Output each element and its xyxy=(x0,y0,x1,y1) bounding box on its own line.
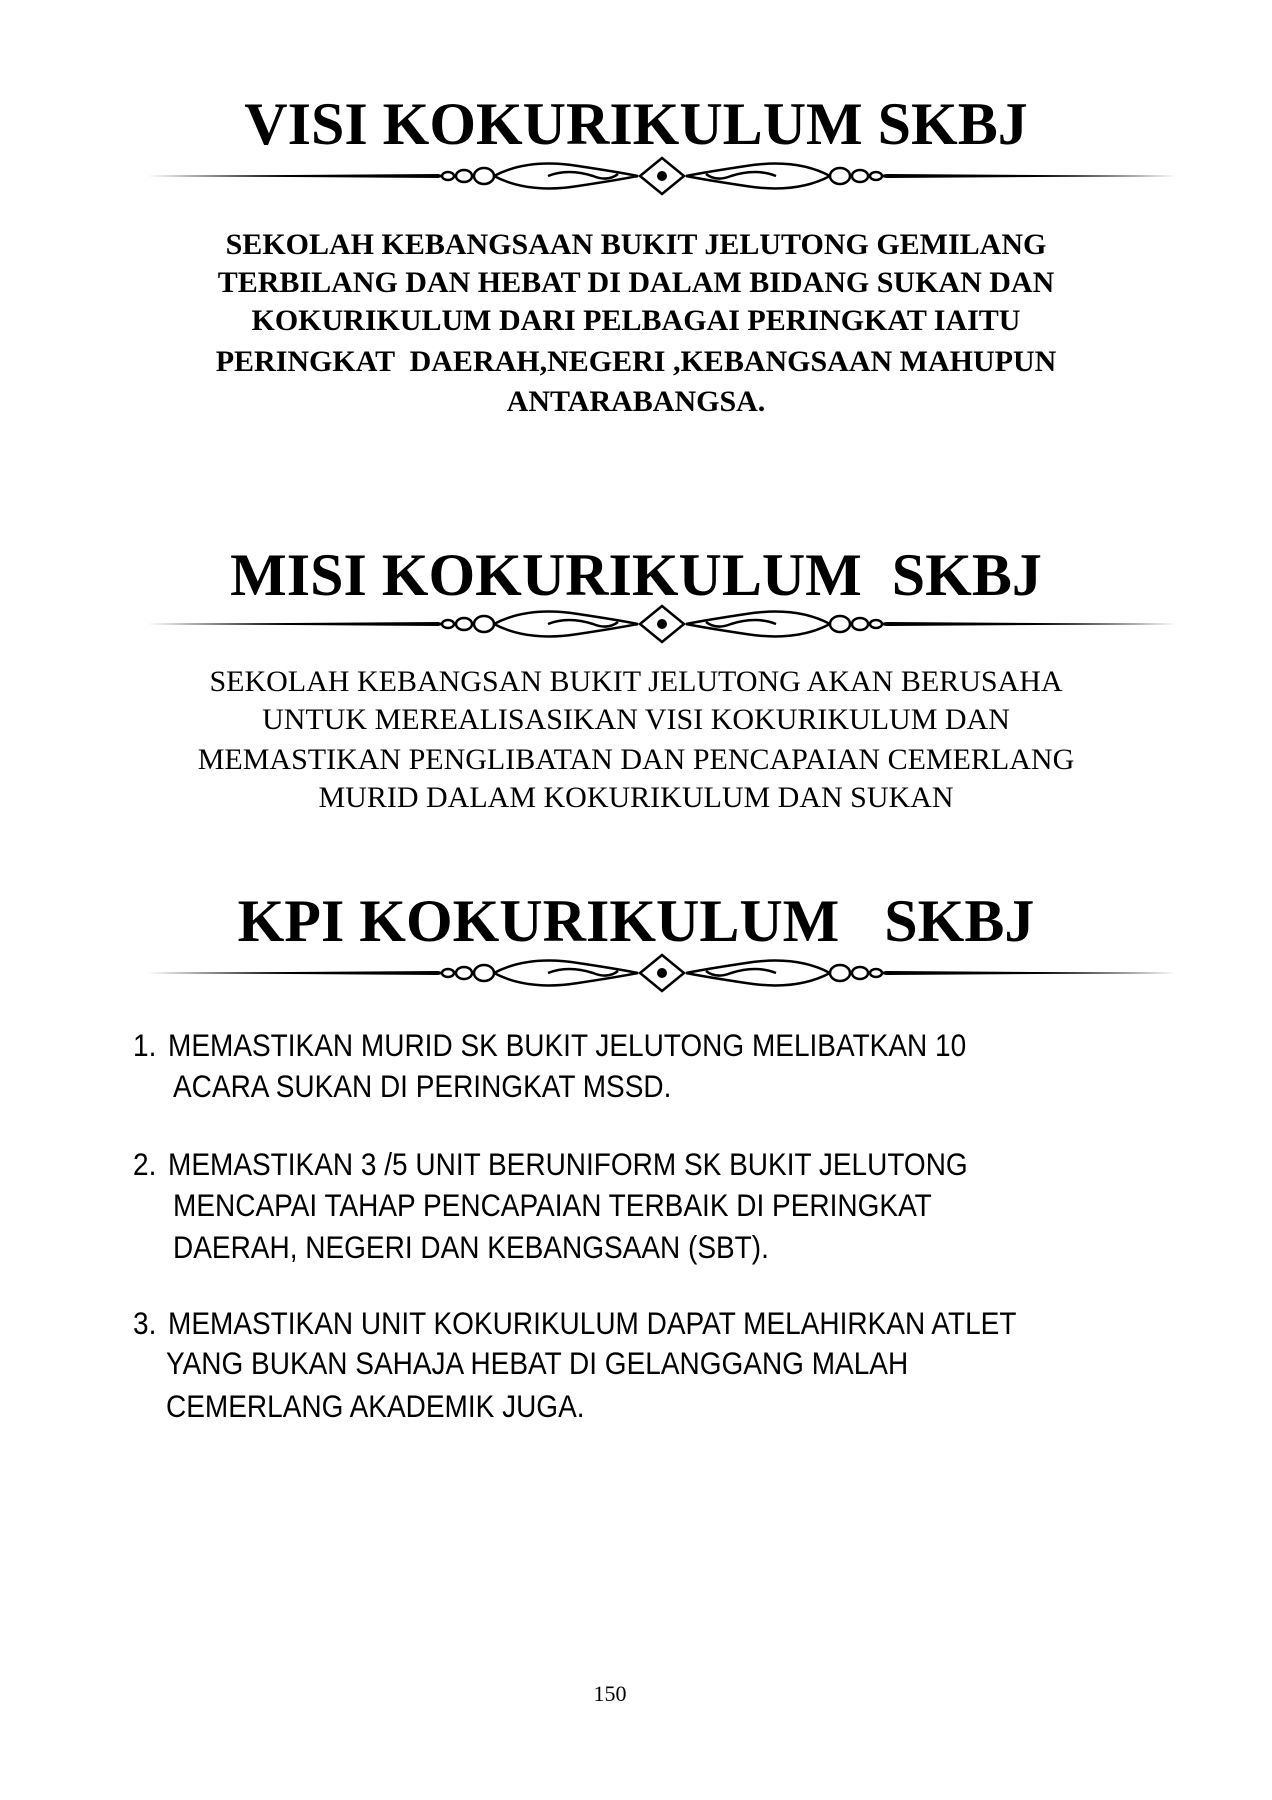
visi-title: VISI KOKURIKULUM SKBJ xyxy=(244,91,1028,157)
misi-line: MEMASTIKAN PENGLIBATAN DAN PENCAPAIAN CEMERLANG xyxy=(197,743,1075,776)
visi-line: TERBILANG DAN HEBAT DI DALAM BIDANG SUKAN DAN xyxy=(217,266,1055,299)
kpi-item-line: YANG BUKAN SAHAJA HEBAT DI GELANGGANG MALAH xyxy=(166,1346,909,1381)
page-number: 150 xyxy=(593,1681,627,1706)
kpi-item-number: 3. xyxy=(133,1306,157,1341)
kpi-item-line: DAERAH, NEGERI DAN KEBANGSAAN (SBT). xyxy=(173,1230,769,1265)
kpi-title: KPI KOKURIKULUM SKBJ xyxy=(237,888,1035,954)
kpi-item-line: MEMASTIKAN 3 /5 UNIT BERUNIFORM SK BUKIT JELUTONG xyxy=(168,1147,968,1182)
ornamental-divider xyxy=(148,156,1176,196)
misi-line: UNTUK MEREALISASIKAN VISI KOKURIKULUM DAN xyxy=(262,703,1010,736)
kpi-item-line: MEMASTIKAN UNIT KOKURIKULUM DAPAT MELAHIRKAN ATLET xyxy=(168,1306,1017,1341)
kpi-item-line: MEMASTIKAN MURID SK BUKIT JELUTONG MELIBATKAN 10 xyxy=(168,1028,967,1063)
misi-title: MISI KOKURIKULUM SKBJ xyxy=(230,542,1042,608)
visi-line: ANTARABANGSA. xyxy=(506,385,766,418)
misi-line: SEKOLAH KEBANGSAN BUKIT JELUTONG AKAN BERUSAHA xyxy=(209,665,1063,698)
visi-line: SEKOLAH KEBANGSAAN BUKIT JELUTONG GEMILANG xyxy=(225,228,1047,261)
kpi-item-number: 1. xyxy=(133,1028,157,1063)
kpi-item-line: ACARA SUKAN DI PERINGKAT MSSD. xyxy=(173,1069,672,1104)
visi-line: PERINGKAT DAERAH,NEGERI ,KEBANGSAAN MAHUPUN xyxy=(215,345,1057,378)
visi-line: KOKURIKULUM DARI PELBAGAI PERINGKAT IAITU xyxy=(251,304,1021,337)
kpi-item-number: 2. xyxy=(133,1147,157,1182)
kpi-item-line: CEMERLANG AKADEMIK JUGA. xyxy=(166,1389,585,1424)
misi-line: MURID DALAM KOKURIKULUM DAN SUKAN xyxy=(318,781,954,814)
kpi-item-line: MENCAPAI TAHAP PENCAPAIAN TERBAIK DI PERINGKAT xyxy=(173,1188,932,1223)
ornamental-divider xyxy=(148,953,1176,993)
ornamental-divider xyxy=(148,604,1176,644)
